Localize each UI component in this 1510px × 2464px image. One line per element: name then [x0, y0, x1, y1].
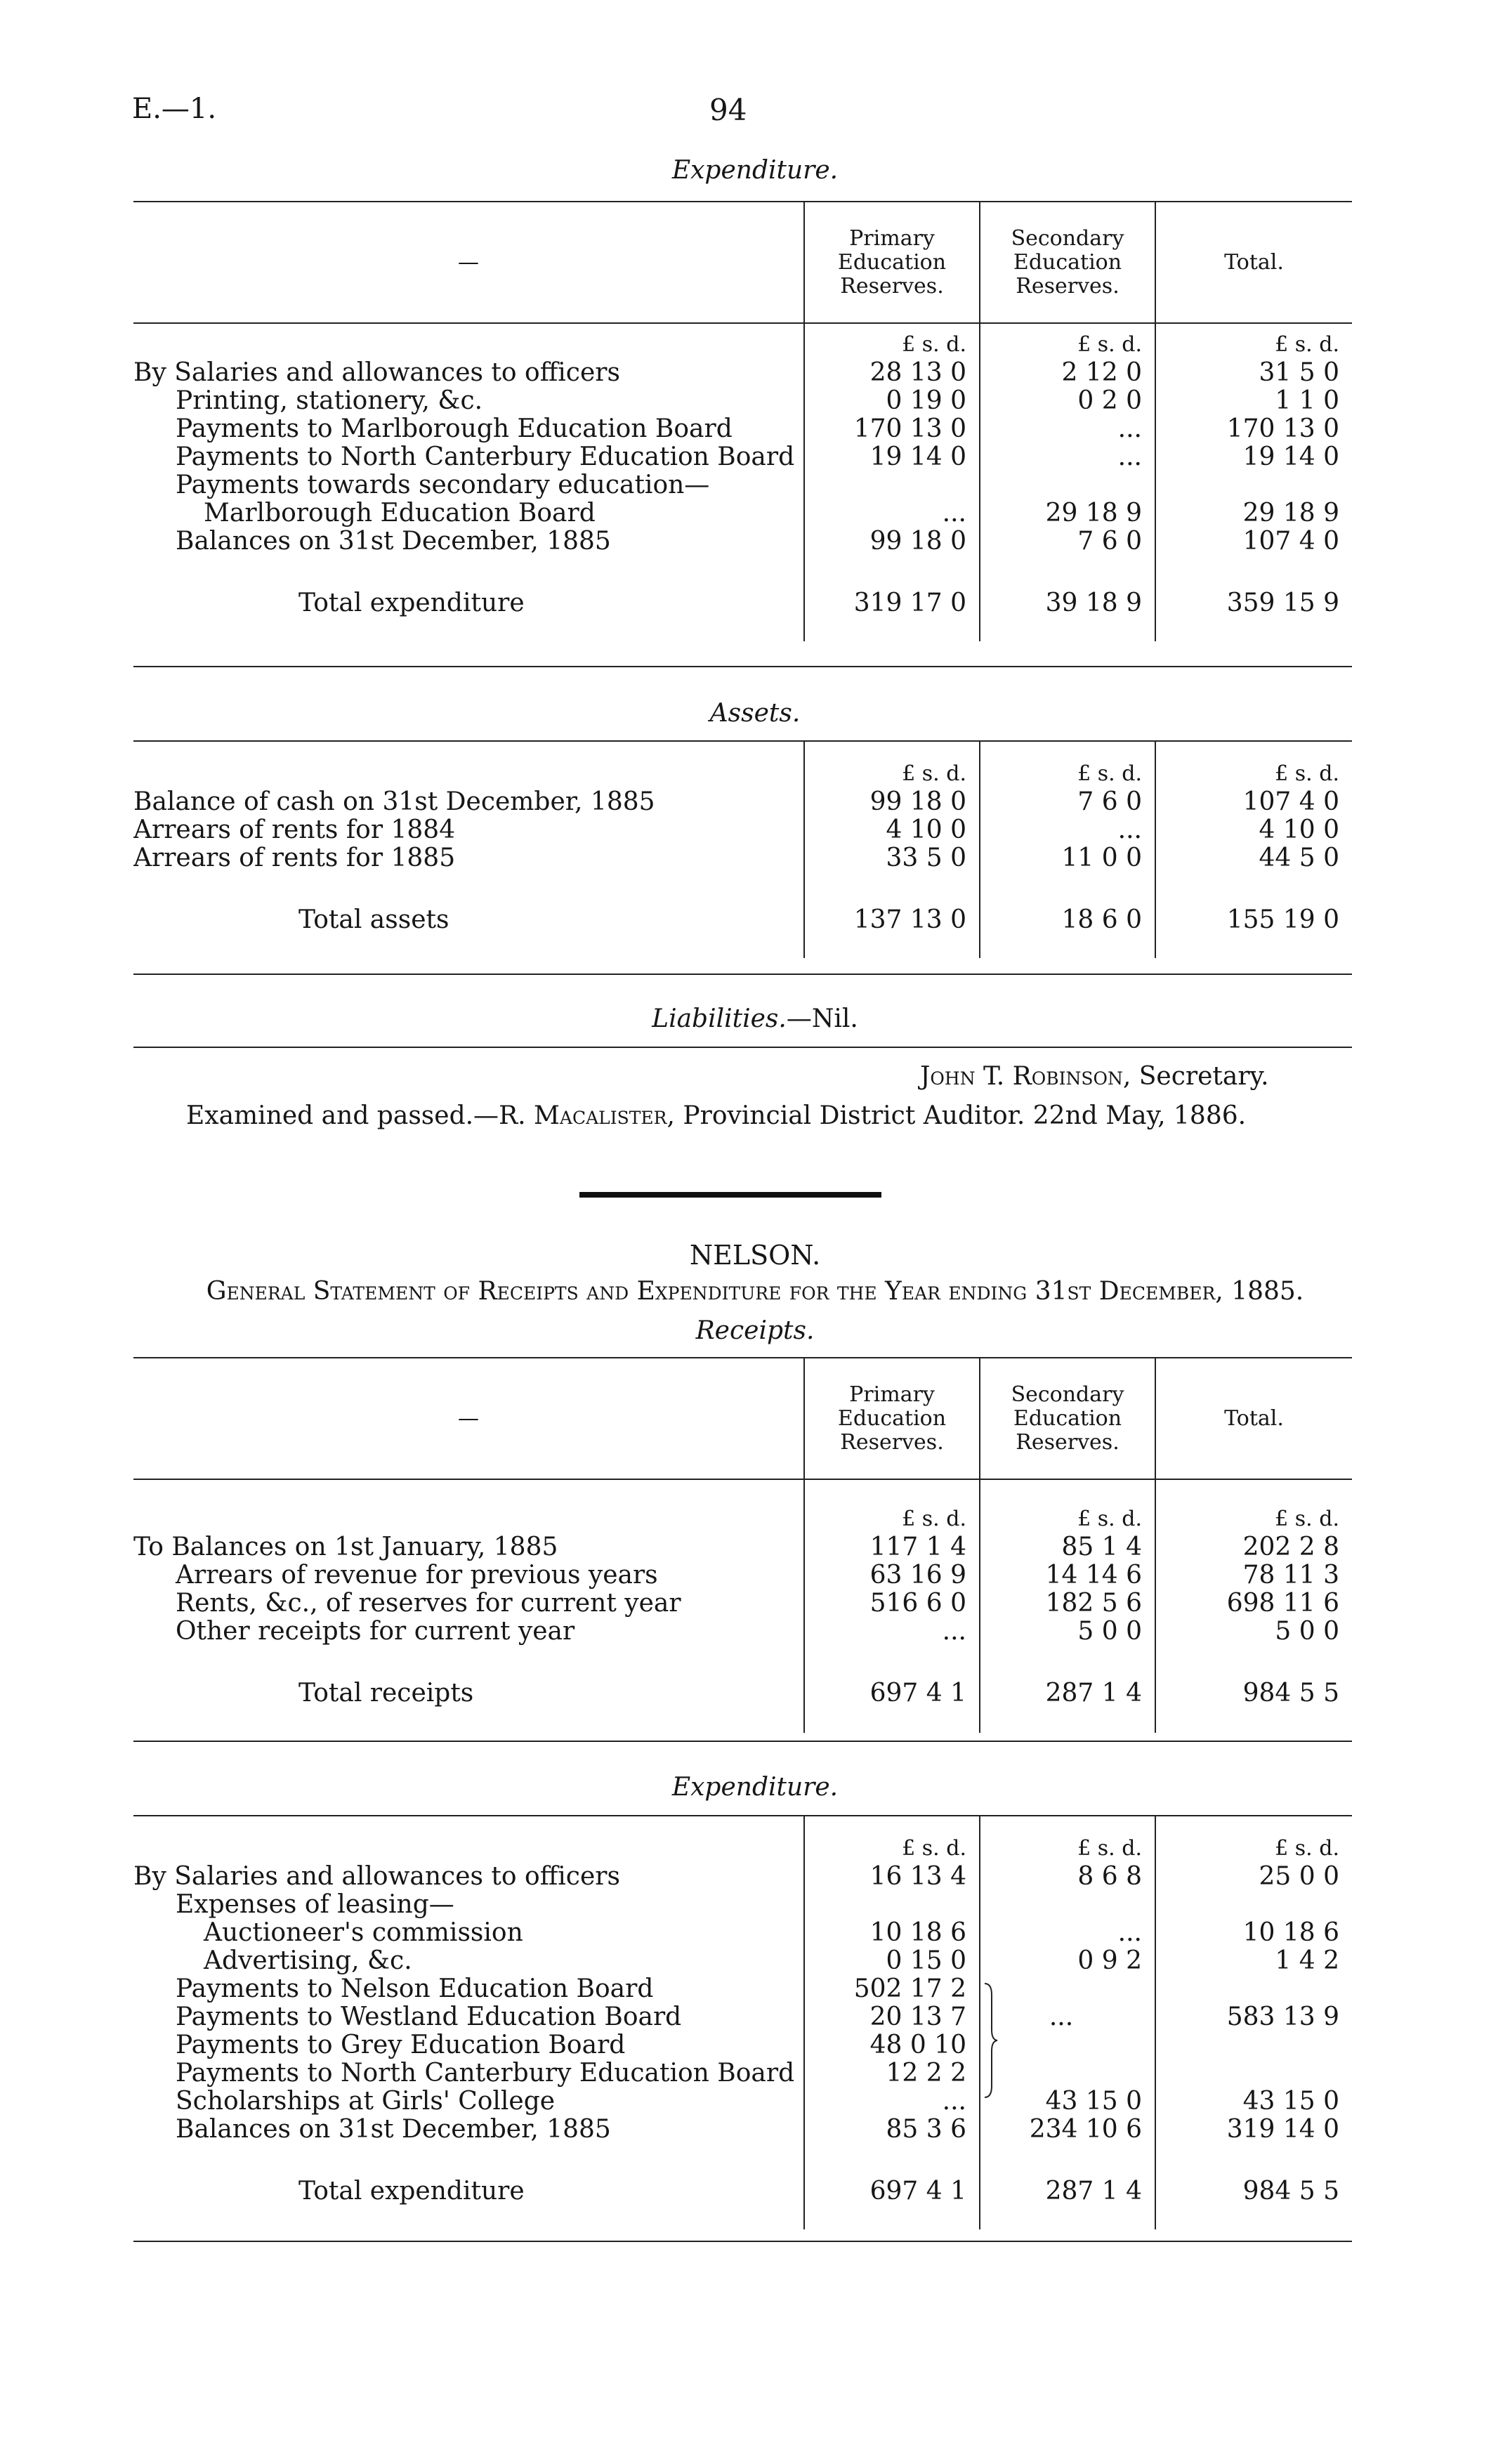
row-label: Payments to Westland Education Board: [176, 2003, 682, 2031]
primary-value: 99 18 0: [804, 527, 980, 556]
total-value: 1 4 2: [1155, 1947, 1352, 1975]
units-label: £ s. d.: [804, 323, 980, 359]
total-value: 1 1 0: [1155, 387, 1352, 415]
secondary-total: 39 18 9: [980, 556, 1155, 617]
statement-title: General Statement of Receipts and Expenditure for the Year ending 31st December, 1885.: [206, 1277, 1304, 1306]
total-row: [133, 2144, 1352, 2206]
primary-value: 10 18 6: [804, 1919, 980, 1947]
primary-value: ...: [804, 2088, 980, 2116]
column-header-secondary: Secondary Education Reserves.: [980, 1358, 1155, 1479]
total-total: 155 19 0: [1155, 872, 1352, 934]
primary-total: 319 17 0: [804, 556, 980, 617]
total-value: 25 0 0: [1155, 1863, 1352, 1891]
total-value: 29 18 9: [1155, 499, 1352, 527]
primary-value: [804, 471, 980, 499]
row-label: Scholarships at Girls' College: [176, 2088, 556, 2116]
row-label: Balances on 31st December, 1885: [176, 527, 611, 556]
table-row: [133, 415, 1352, 443]
secondary-total: 18 6 0: [980, 872, 1155, 934]
total-value: 19 14 0: [1155, 443, 1352, 471]
row-label: Payments to Marlborough Education Board: [176, 415, 733, 443]
secondary-value: 0 2 0: [980, 387, 1155, 415]
table-row: [133, 844, 1352, 872]
liabilities-line: [0, 1004, 1510, 1033]
row-label: Advertising, &c.: [204, 1947, 412, 1975]
column-header-primary: Primary Education Reserves.: [804, 202, 980, 323]
table-row: [133, 1975, 1352, 2003]
primary-value: 16 13 4: [804, 1863, 980, 1891]
secondary-value: 14 14 6: [980, 1561, 1155, 1590]
secondary-value: 0 9 2: [980, 1947, 1155, 1975]
auditor-text: , Provincial District Auditor. 22nd May, 1886.: [667, 1101, 1247, 1130]
assets-table: [133, 742, 1352, 958]
primary-value: 48 0 10: [804, 2031, 980, 2059]
row-label: By Salaries and allowances to officers: [133, 359, 620, 387]
total-value: [1155, 1975, 1352, 2003]
total-value: 31 5 0: [1155, 359, 1352, 387]
primary-value: 19 14 0: [804, 443, 980, 471]
examined-text: Examined and passed.—: [186, 1101, 499, 1130]
secretary-name: John T. Robinson: [920, 1062, 1123, 1091]
secondary-total: 287 1 4: [980, 2144, 1155, 2206]
row-label: Balances on 31st December, 1885: [176, 2116, 611, 2144]
secondary-value: [980, 2031, 1155, 2059]
row-label: Rents, &c., of reserves for current year: [176, 1590, 681, 1618]
primary-total: 697 4 1: [804, 1646, 980, 1708]
total-value: 583 13 9: [1155, 2003, 1352, 2031]
units-label: £ s. d.: [1155, 1816, 1352, 1863]
units-label: £ s. d.: [804, 742, 980, 788]
secondary-value: 5 0 0: [980, 1618, 1155, 1646]
primary-value: ...: [804, 499, 980, 527]
total-label: Total expenditure: [298, 589, 525, 617]
total-value: 170 13 0: [1155, 415, 1352, 443]
secondary-value: ...: [980, 415, 1155, 443]
units-label: £ s. d.: [1155, 323, 1352, 359]
nelson-expenditure-table: [133, 1816, 1352, 2229]
total-value: 319 14 0: [1155, 2116, 1352, 2144]
table-row: [133, 2116, 1352, 2144]
table-row: [133, 1618, 1352, 1646]
section-title: NELSON.: [689, 1240, 821, 1271]
secondary-value: ...: [980, 1919, 1155, 1947]
secondary-value: 182 5 6: [980, 1590, 1155, 1618]
units-label: £ s. d.: [804, 1479, 980, 1533]
primary-value: 33 5 0: [804, 844, 980, 872]
auditor-name: R. Macalister: [499, 1101, 667, 1130]
secondary-value: [980, 471, 1155, 499]
secondary-total: 287 1 4: [980, 1646, 1155, 1708]
expenditure-table: [133, 202, 1352, 641]
primary-value: 0 15 0: [804, 1947, 980, 1975]
total-total: 984 5 5: [1155, 1646, 1352, 1708]
secondary-value: 2 12 0: [980, 359, 1155, 387]
table-bottom-rule: [133, 1741, 1352, 1742]
table-row: [133, 1533, 1352, 1561]
row-label: Balance of cash on 31st December, 1885: [133, 788, 655, 816]
total-label: Total assets: [298, 905, 449, 934]
column-header-total: Total.: [1155, 1358, 1352, 1479]
table-row: [133, 816, 1352, 844]
table-row: [133, 359, 1352, 387]
liabilities-label: Liabilities.: [652, 1004, 787, 1033]
secondary-value: ...: [980, 443, 1155, 471]
total-value: 10 18 6: [1155, 1919, 1352, 1947]
section-divider: [579, 1192, 881, 1198]
primary-value: 117 1 4: [804, 1533, 980, 1561]
secretary-role: , Secretary.: [1122, 1062, 1269, 1091]
table-row: [133, 499, 1352, 527]
secondary-value: 43 15 0: [980, 2088, 1155, 2116]
primary-value: 170 13 0: [804, 415, 980, 443]
units-label: £ s. d.: [980, 742, 1155, 788]
row-label: Arrears of revenue for previous years: [176, 1561, 658, 1590]
row-label: Auctioneer's commission: [204, 1919, 523, 1947]
column-header-primary: Primary Education Reserves.: [804, 1358, 980, 1479]
secondary-value: [980, 2059, 1155, 2088]
row-label: Payments to Grey Education Board: [176, 2031, 626, 2059]
total-value: [1155, 1891, 1352, 1919]
secondary-value: ...: [980, 2003, 1155, 2031]
table-row: [133, 2088, 1352, 2116]
total-total: 984 5 5: [1155, 2144, 1352, 2206]
column-header-blank: —: [458, 249, 479, 275]
row-label: Payments to North Canterbury Education Board: [176, 2059, 795, 2088]
secondary-value: 234 10 6: [980, 2116, 1155, 2144]
total-value: 5 0 0: [1155, 1618, 1352, 1646]
table-row: [133, 1919, 1352, 1947]
secondary-value: 11 0 0: [980, 844, 1155, 872]
secondary-value: [980, 1975, 1155, 2003]
primary-value: 4 10 0: [804, 816, 980, 844]
table-row: [133, 527, 1352, 556]
total-value: [1155, 2031, 1352, 2059]
row-label: Payments towards secondary education—: [176, 471, 710, 499]
total-value: 4 10 0: [1155, 816, 1352, 844]
table-row: [133, 2059, 1352, 2088]
column-header-total: Total.: [1155, 202, 1352, 323]
primary-value: 63 16 9: [804, 1561, 980, 1590]
row-label: To Balances on 1st January, 1885: [133, 1533, 558, 1561]
primary-value: 85 3 6: [804, 2116, 980, 2144]
table-row: [133, 471, 1352, 499]
total-row: [133, 556, 1352, 617]
primary-value: ...: [804, 1618, 980, 1646]
grouping-brace-icon: [982, 1981, 1000, 2100]
units-label: £ s. d.: [980, 1479, 1155, 1533]
table-bottom-rule: [133, 974, 1352, 975]
row-label: Payments to Nelson Education Board: [176, 1975, 654, 2003]
secondary-value: [980, 1891, 1155, 1919]
table-row: [133, 1590, 1352, 1618]
secretary-signature: [920, 1062, 1269, 1091]
primary-value: 502 17 2: [804, 1975, 980, 2003]
total-value: 107 4 0: [1155, 527, 1352, 556]
table-bottom-rule: [133, 2241, 1352, 2242]
primary-value: 28 13 0: [804, 359, 980, 387]
primary-value: 20 13 7: [804, 2003, 980, 2031]
total-value: 202 2 8: [1155, 1533, 1352, 1561]
row-label: Arrears of rents for 1885: [133, 844, 456, 872]
units-label: £ s. d.: [1155, 1479, 1352, 1533]
row-label: By Salaries and allowances to officers: [133, 1863, 620, 1891]
primary-total: 137 13 0: [804, 872, 980, 934]
auditor-line: [186, 1101, 1246, 1130]
assets-caption: Assets.: [709, 699, 801, 728]
total-value: 44 5 0: [1155, 844, 1352, 872]
section-rule: [133, 1047, 1352, 1048]
primary-value: 0 19 0: [804, 387, 980, 415]
total-row: [133, 872, 1352, 934]
table-row: [133, 1561, 1352, 1590]
total-value: 107 4 0: [1155, 788, 1352, 816]
row-label: Printing, stationery, &c.: [176, 387, 483, 415]
total-value: 43 15 0: [1155, 2088, 1352, 2116]
liabilities-value: —Nil.: [786, 1004, 858, 1033]
secondary-value: 29 18 9: [980, 499, 1155, 527]
column-header-secondary: Secondary Education Reserves.: [980, 202, 1155, 323]
total-value: [1155, 2059, 1352, 2088]
primary-value: 99 18 0: [804, 788, 980, 816]
total-value: 78 11 3: [1155, 1561, 1352, 1590]
row-label: Expenses of leasing—: [176, 1891, 454, 1919]
secondary-value: 85 1 4: [980, 1533, 1155, 1561]
column-header-blank: —: [458, 1405, 479, 1431]
page-reference: E.—1.: [132, 93, 217, 125]
expenditure-caption: Expenditure.: [671, 1773, 839, 1802]
units-label: £ s. d.: [980, 1816, 1155, 1863]
primary-value: 12 2 2: [804, 2059, 980, 2088]
total-label: Total receipts: [298, 1679, 474, 1708]
secondary-value: 8 6 8: [980, 1863, 1155, 1891]
table-row: [133, 387, 1352, 415]
row-label: Arrears of rents for 1884: [133, 816, 456, 844]
table-row: [133, 1891, 1352, 1919]
table-bottom-rule: [133, 666, 1352, 667]
total-total: 359 15 9: [1155, 556, 1352, 617]
total-value: [1155, 471, 1352, 499]
units-label: £ s. d.: [980, 323, 1155, 359]
units-label: £ s. d.: [1155, 742, 1352, 788]
secondary-value: 7 6 0: [980, 788, 1155, 816]
secondary-value: 7 6 0: [980, 527, 1155, 556]
page-number: 94: [709, 93, 747, 127]
total-row: [133, 1646, 1352, 1708]
secondary-value: ...: [980, 816, 1155, 844]
row-label: Other receipts for current year: [176, 1618, 575, 1646]
table-row: [133, 2003, 1352, 2031]
row-label: Payments to North Canterbury Education Board: [176, 443, 795, 471]
table-row: [133, 443, 1352, 471]
row-label: Marlborough Education Board: [204, 499, 596, 527]
table-row: [133, 2031, 1352, 2059]
primary-value: 516 6 0: [804, 1590, 980, 1618]
receipts-table: [133, 1358, 1352, 1733]
units-label: £ s. d.: [804, 1816, 980, 1863]
primary-value: [804, 1891, 980, 1919]
total-label: Total expenditure: [298, 2177, 525, 2206]
total-value: 698 11 6: [1155, 1590, 1352, 1618]
table-row: [133, 788, 1352, 816]
expenditure-caption: Expenditure.: [671, 156, 839, 185]
table-row: [133, 1863, 1352, 1891]
table-row: [133, 1947, 1352, 1975]
receipts-caption: Receipts.: [695, 1316, 815, 1345]
primary-total: 697 4 1: [804, 2144, 980, 2206]
